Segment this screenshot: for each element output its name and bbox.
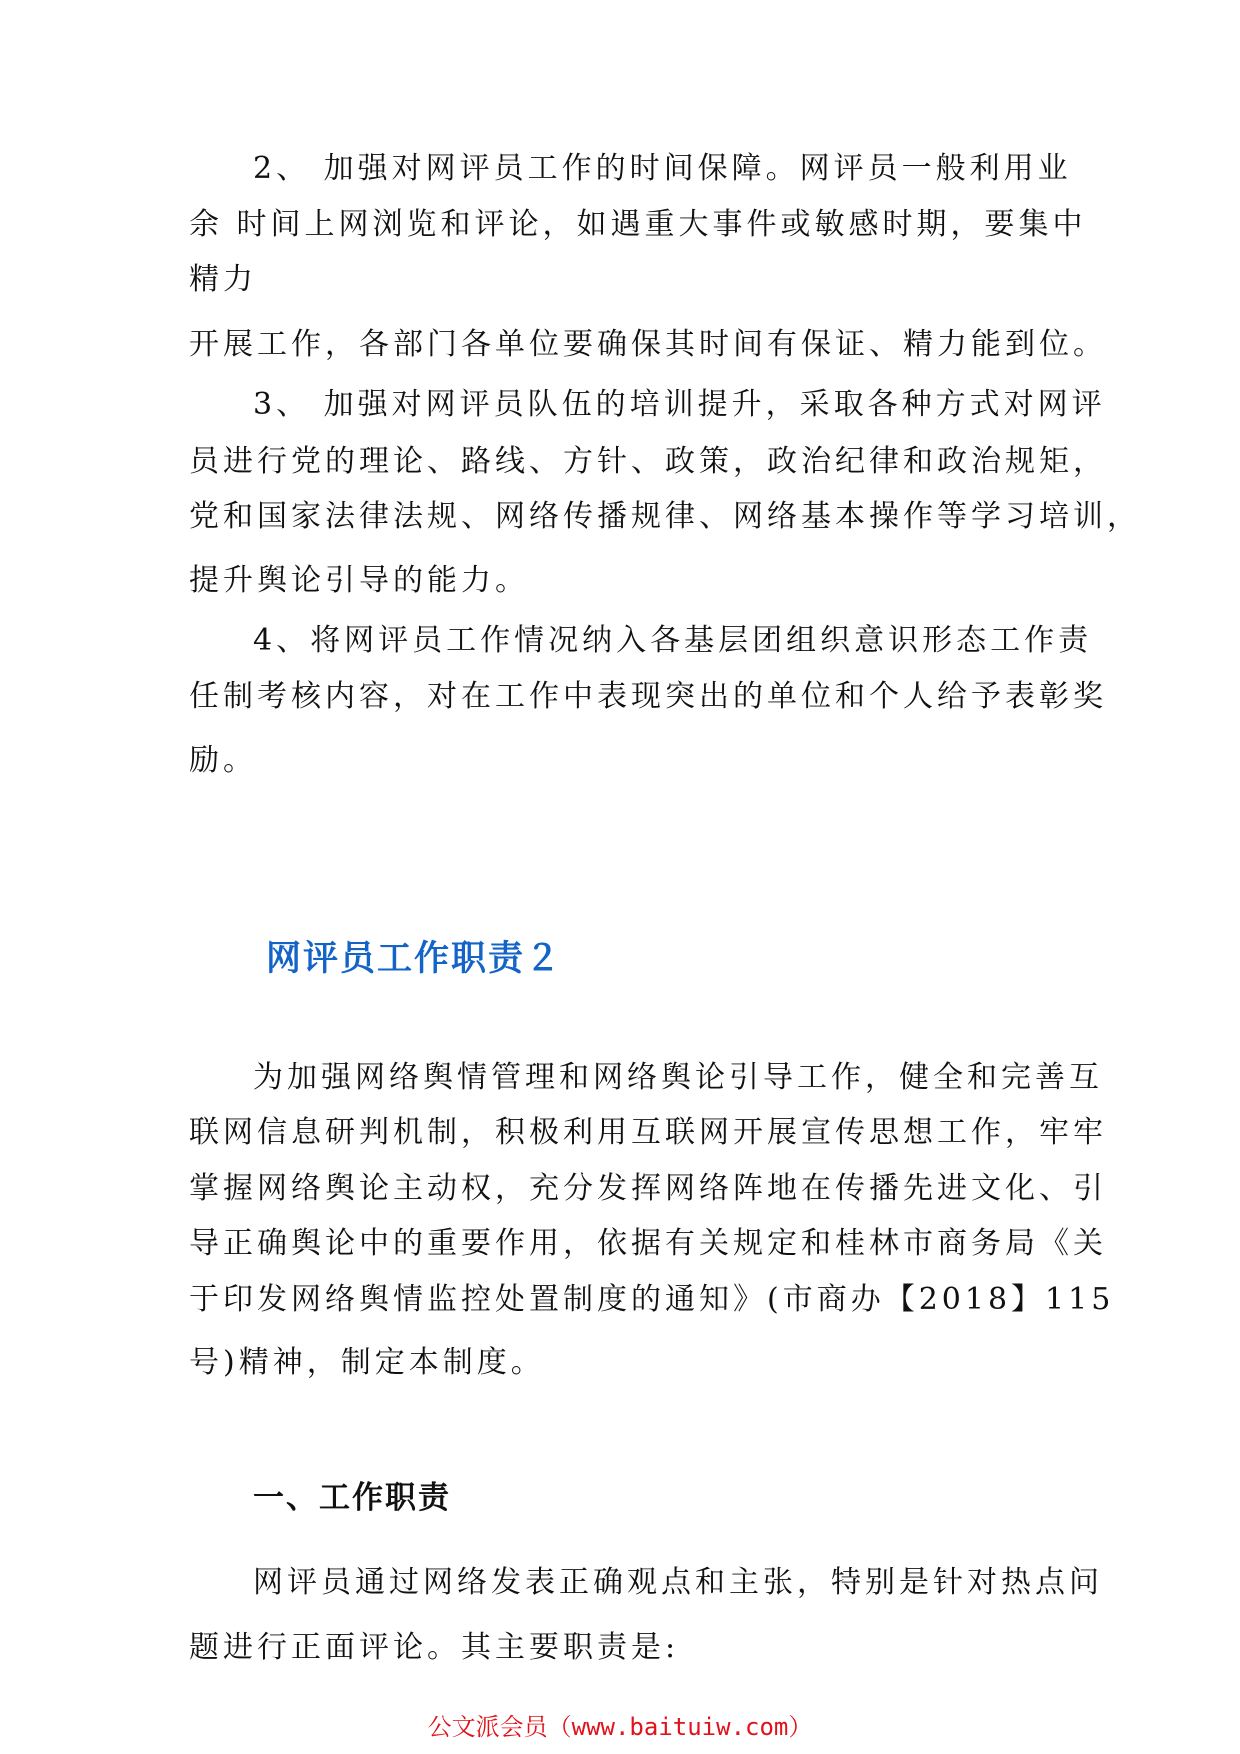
intro-line-4: 导正确舆论中的重要作用，依据有关规定和桂林市商务局《关: [189, 1226, 1107, 1261]
intro-line-2: 联网信息研判机制，积极利用互联网开展宣传思想工作，牢牢: [189, 1115, 1107, 1150]
footer-suffix: ）: [788, 1713, 813, 1741]
paragraph-3-line-4: 提升舆论引导的能力。: [189, 563, 529, 598]
paragraph-4-line-3: 励。: [189, 743, 257, 778]
section-title: 网评员工作职责２: [266, 939, 563, 979]
paragraph-3-line-1: 3、 加强对网评员队伍的培训提升，采取各种方式对网评: [253, 387, 1106, 422]
intro-line-6: 号)精神，制定本制度。: [189, 1345, 545, 1380]
paragraph-2-line-1: 2、 加强对网评员工作的时间保障。网评员一般利用业: [253, 151, 1072, 186]
intro-line-3: 掌握网络舆论主动权，充分发挥网络阵地在传播先进文化、引: [189, 1171, 1107, 1206]
footer-url[interactable]: www.baituiw.com: [571, 1713, 789, 1741]
footer-prefix: 公文派会员（: [427, 1713, 572, 1741]
paragraph-3-line-3: 党和国家法律法规、网络传播规律、网络基本操作等学习培训，: [189, 499, 1141, 534]
footer-member-link: [0, 1712, 1240, 1742]
duties-line-1: 网评员通过网络发表正确观点和主张，特别是针对热点问: [253, 1565, 1103, 1600]
duties-line-2: 题进行正面评论。其主要职责是:: [189, 1630, 680, 1665]
intro-line-1: 为加强网络舆情管理和网络舆论引导工作，健全和完善互: [253, 1060, 1103, 1095]
paragraph-4-line-1: 4、将网评员工作情况纳入各基层团组织意识形态工作责: [253, 623, 1093, 658]
intro-line-5: 于印发网络舆情监控处置制度的通知》(市商办【2018】115: [189, 1282, 1115, 1317]
paragraph-4-line-2: 任制考核内容，对在工作中表现突出的单位和个人给予表彰奖: [189, 679, 1107, 714]
paragraph-2-line-4: 开展工作，各部门各单位要确保其时间有保证、精力能到位。: [189, 327, 1107, 362]
paragraph-2-line-2: 余 时间上网浏览和评论，如遇重大事件或敏感时期，要集中: [189, 207, 1087, 242]
paragraph-2-line-3: 精力: [189, 262, 257, 297]
subheading-work-duties: 一、工作职责: [253, 1480, 451, 1516]
paragraph-3-line-2: 员进行党的理论、路线、方针、政策，政治纪律和政治规矩，: [189, 444, 1107, 479]
